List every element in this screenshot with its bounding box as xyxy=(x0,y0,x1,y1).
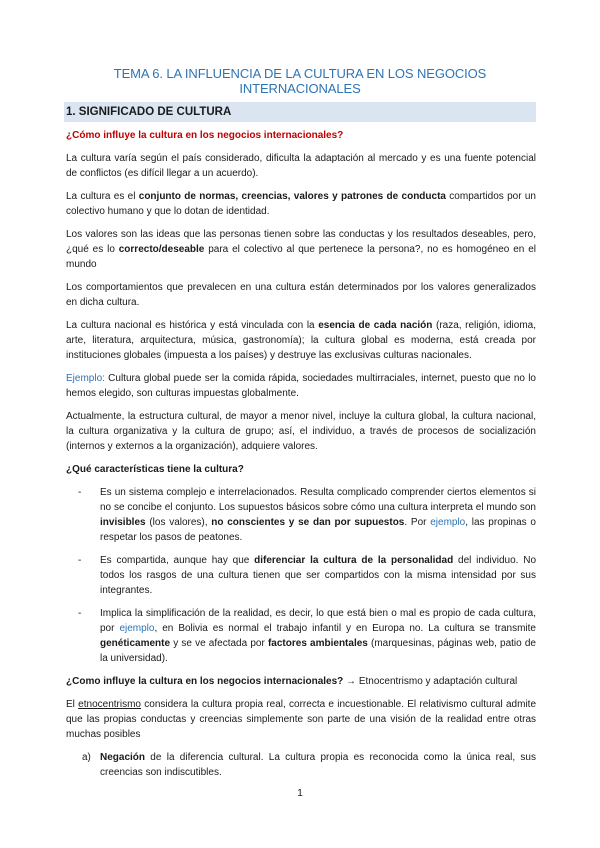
characteristics-list xyxy=(66,485,536,666)
question-heading-2: ¿Qué características tiene la cultura? xyxy=(66,464,244,475)
paragraph-3: Los valores son las ideas que las personas tienen sobre las conductas y los resultados deseables, pero, ¿qué es lo correcto/deseable para el colectivo al que pertenece la persona?, no es homogéneo en el mundo xyxy=(66,229,536,270)
example-label: Ejemplo: xyxy=(66,373,105,384)
question-heading-3: ¿Como influye la cultura en los negocios internacionales? → Etnocentrismo y adaptación cultural xyxy=(66,676,518,687)
list-item: - Es un sistema complejo e interrelacionados. Resulta complicado comprender ciertos elementos si no se concibe el conjunto. Los supuestos básicos sobre cómo una cultura interpreta el mundo son invisibles (los valores), no conscientes y se dan por supuestos. Por ejemplo, las propinas o respetar los pasos de peatones. xyxy=(78,487,536,543)
list-item: - Implica la simplificación de la realidad, es decir, lo que está bien o mal es propio de cada cultura, por ejemplo, en Bolivia es normal el trabajo infantil y en Europa no. La cultura se transmite genéticamente y se ve afectada por factores ambientales (marquesinas, páginas web, patio de la universidad). xyxy=(78,608,536,664)
paragraph-4: Los comportamientos que prevalecen en una cultura están determinados por los valores generalizados en dicha cultura. xyxy=(66,282,536,308)
list-marker: a) xyxy=(82,752,91,763)
document-title: TEMA 6. LA INFLUENCIA DE LA CULTURA EN LOS NEGOCIOS INTERNACIONALES xyxy=(113,66,487,96)
paragraph-8: El etnocentrismo considera la cultura propia real, correcta e incuestionable. El relativismo cultural admite que las propias conductas y creencias simplemente son parte de una visión de la realidad entre otras muchas posibles xyxy=(66,699,537,740)
dash-marker: - xyxy=(78,608,82,619)
question-heading-1: ¿Cómo influye la cultura en los negocios internacionales? xyxy=(66,130,344,141)
paragraph-5: La cultura nacional es histórica y está vinculada con la esencia de cada nación (raza, religión, idioma, arte, literatura, arquitectura, música, gastronomía); la cultura global es moderna, está creada por instituciones globales (impuesta a los países) y destruye las exclusivas culturas nacionales. xyxy=(66,320,537,361)
dash-marker: - xyxy=(78,555,82,566)
stages-list xyxy=(66,750,536,780)
dash-marker: - xyxy=(78,487,82,498)
list-item: a) Negación de la diferencia cultural. La cultura propia es reconocida como la única real, sus creencias son indiscutibles. xyxy=(82,752,536,778)
example-paragraph: Ejemplo: Cultura global puede ser la comida rápida, sociedades multirraciales, internet, puesto que no lo hemos elegido, son culturas impuestas globalmente. xyxy=(66,373,536,399)
body-content xyxy=(66,128,536,780)
paragraph-2: La cultura es el conjunto de normas, creencias, valores y patrones de conducta compartidos por un colectivo humano y que lo dotan de identidad. xyxy=(66,191,536,217)
page-number: 1 xyxy=(297,788,303,799)
list-item: - Es compartida, aunque hay que diferenciar la cultura de la personalidad del individuo. No todos los rasgos de una cultura tienen que ser compartidos con la misma intensidad por sus integrantes. xyxy=(78,555,537,596)
paragraph-1: La cultura varía según el país considerado, dificulta la adaptación al mercado y es una fuente potencial de conflictos (es difícil llegar a un acuerdo). xyxy=(66,153,536,179)
paragraph-7: Actualmente, la estructura cultural, de mayor a menor nivel, incluye la cultura global, la cultura nacional, la cultura organizativa y la cultura de grupo; así, el individuo, a través de procesos de socialización (internos y externos a la organización), adquiere valores. xyxy=(66,411,536,452)
section-heading: 1. SIGNIFICADO DE CULTURA xyxy=(64,102,536,122)
